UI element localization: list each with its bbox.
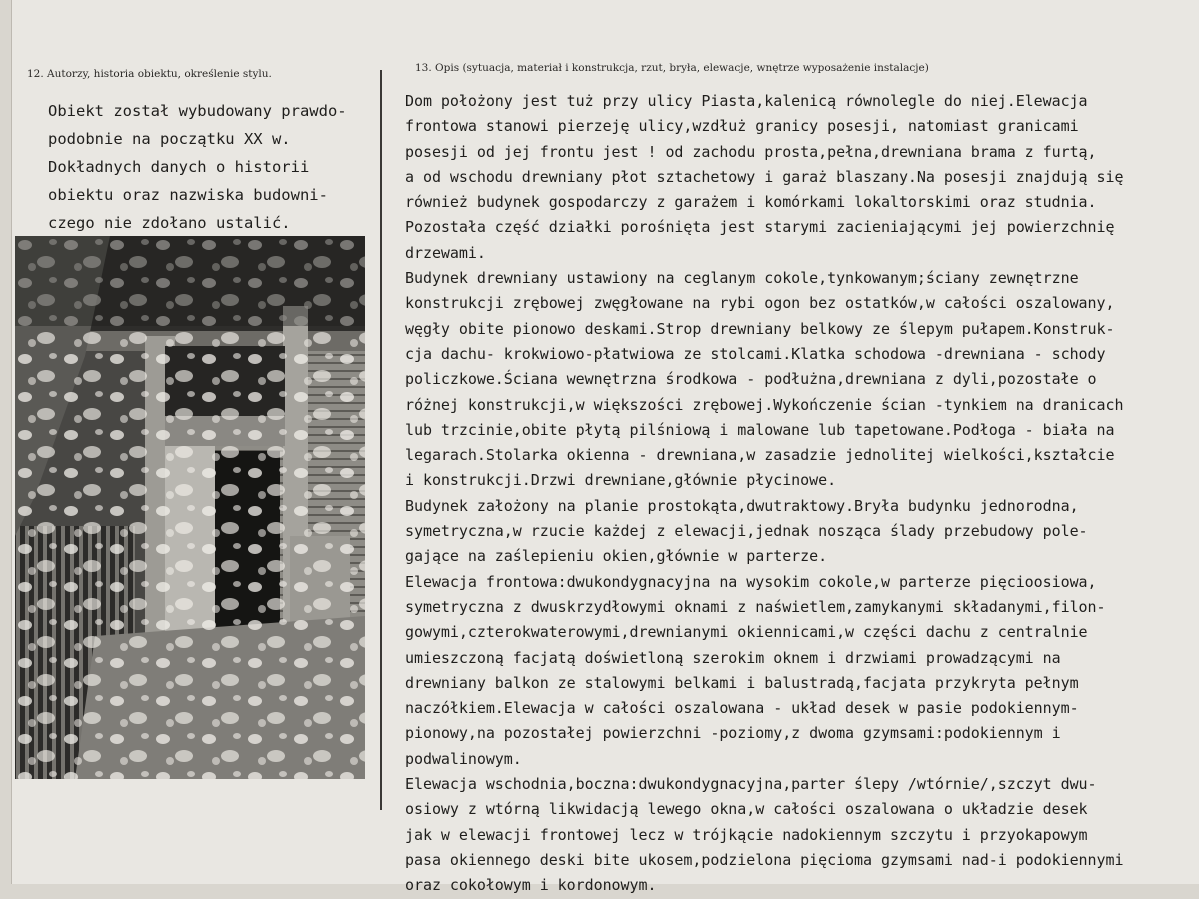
- text-line: Dokładnych danych o historii: [48, 158, 310, 176]
- text-line: również budynek gospodarczy z garażem i komórkami lokaltorskimi oraz studnia.: [405, 193, 1097, 212]
- text-line: symetryczna z dwuskrzydłowymi oknami z naświetlem,zamykanymi składanymi,filon-: [405, 597, 1106, 616]
- text-line: Dom położony jest tuż przy ulicy Piasta,kalenicą równolegle do niej.Elewacja: [405, 92, 1088, 110]
- text-line: legarach.Stolarka okienna - drewniana,w zasadzie jednolitej wielkości,kształcie: [405, 446, 1115, 465]
- text-line: gowymi,czterokwaterowymi,drewnianymi okiennicami,w części dachu z centralnie: [405, 623, 1088, 642]
- text-line: naczółkiem.Elewacja w całości oszalowana - układ desek w pasie podokiennym-: [405, 699, 1079, 718]
- description-text: [405, 89, 1123, 899]
- text-line: obiektu oraz nazwiska budowni-: [48, 186, 328, 204]
- text-line: lub trzcinie,obite płytą pilśniową i malowane lub tapetowane.Podłoga - biała na: [405, 420, 1115, 439]
- text-line: Obiekt został wybudowany prawdo-: [48, 102, 347, 120]
- text-line: Elewacja frontowa:dwukondygnacyjna na wysokim cokole,w parterze pięcioosiowa,: [405, 572, 1097, 591]
- text-line: i konstrukcji.Drzwi drewniane,głównie płycinowe.: [405, 471, 837, 490]
- text-line: policzkowe.Ściana wewnętrzna środkowa - podłużna,drewniana z dyli,pozostałe o: [405, 370, 1097, 389]
- text-line: Budynek założony na planie prostokąta,dwutraktowy.Bryła budynku jednorodna,: [405, 496, 1079, 515]
- text-line: cja dachu- krokwiowo-płatwiowa ze stolcami.Klatka schodowa -drewniana - schody: [405, 344, 1106, 363]
- text-line: Elewacja wschodnia,boczna:dwukondygnacyjna,parter ślepy /wtórnie/,szczyt dwu-: [405, 775, 1097, 794]
- text-line: gające na zaślepieniu okien,głównie w parterze.: [405, 547, 828, 566]
- text-line: Budynek drewniany ustawiony na ceglanym cokole,tynkowanym;ściany zewnętrzne: [405, 269, 1079, 288]
- text-line: różnej konstrukcji,w większości zrębowej.Wykończenie ścian -tynkiem na dranicach: [405, 395, 1124, 414]
- text-line: pionowy,na pozostałej powierzchni -poziomy,z dwoma gzymsami:podokiennym i: [405, 724, 1061, 743]
- text-line: frontowa stanowi pierzeję ulicy,wzdłuż granicy posesji, natomiast granicami: [405, 117, 1079, 136]
- text-line: oraz cokołowym i kordonowym.: [405, 876, 657, 895]
- text-line: podobnie na początku XX w.: [48, 130, 291, 148]
- text-line: konstrukcji zrębowej zwęgłowane na rybi ogon bez ostatków,w całości oszalowany,: [405, 294, 1115, 313]
- section-12-heading: 12. Autorzy, historia obiektu, określenie stylu.: [27, 68, 272, 80]
- text-line: pasa okiennego deski bite ukosem,podzielona pięcioma gzymsami nad-i podokiennymi: [405, 850, 1124, 869]
- text-line: osiowy z wtórną likwidacją lewego okna,w całości oszalowana o układzie desek: [405, 800, 1088, 819]
- column-divider: [380, 70, 382, 810]
- text-line: posesji od jej frontu jest ! od zachodu prosta,pełna,drewniana brama z furtą,: [405, 142, 1097, 161]
- text-line: podwalinowym.: [405, 749, 522, 768]
- text-line: jak w elewacji frontowej lecz w trójkącie nadokiennym szczytu i przyokapowym: [405, 825, 1088, 844]
- building-photo: [15, 236, 365, 779]
- text-line: drzewami.: [405, 243, 486, 262]
- history-text: [48, 97, 347, 237]
- text-line: czego nie zdołano ustalić.: [48, 214, 291, 232]
- text-line: umieszczoną facjatą doświetloną szerokim oknem i drzwiami prowadzącymi na: [405, 648, 1061, 667]
- section-13-heading: 13. Opis (sytuacja, materiał i konstrukcja, rzut, bryła, elewacje, wnętrze wyposażenie instalacje): [415, 62, 929, 74]
- text-line: a od wschodu drewniany płot sztachetowy i garaż blaszany.Na posesji znajdują się: [405, 167, 1124, 186]
- text-line: symetryczna,w rzucie każdej z elewacji,jednak nosząca ślady przebudowy pole-: [405, 522, 1088, 541]
- text-line: węgły obite pionowo deskami.Strop drewniany belkowy ze ślepym pułapem.Konstruk-: [405, 319, 1115, 338]
- text-line: drewniany balkon ze stalowymi belkami i balustradą,facjata przykryta pełnym: [405, 673, 1079, 692]
- document-page: [12, 0, 1199, 895]
- text-line: Pozostała część działki porośnięta jest starymi zacieniającymi jej powierzchnię: [405, 218, 1115, 237]
